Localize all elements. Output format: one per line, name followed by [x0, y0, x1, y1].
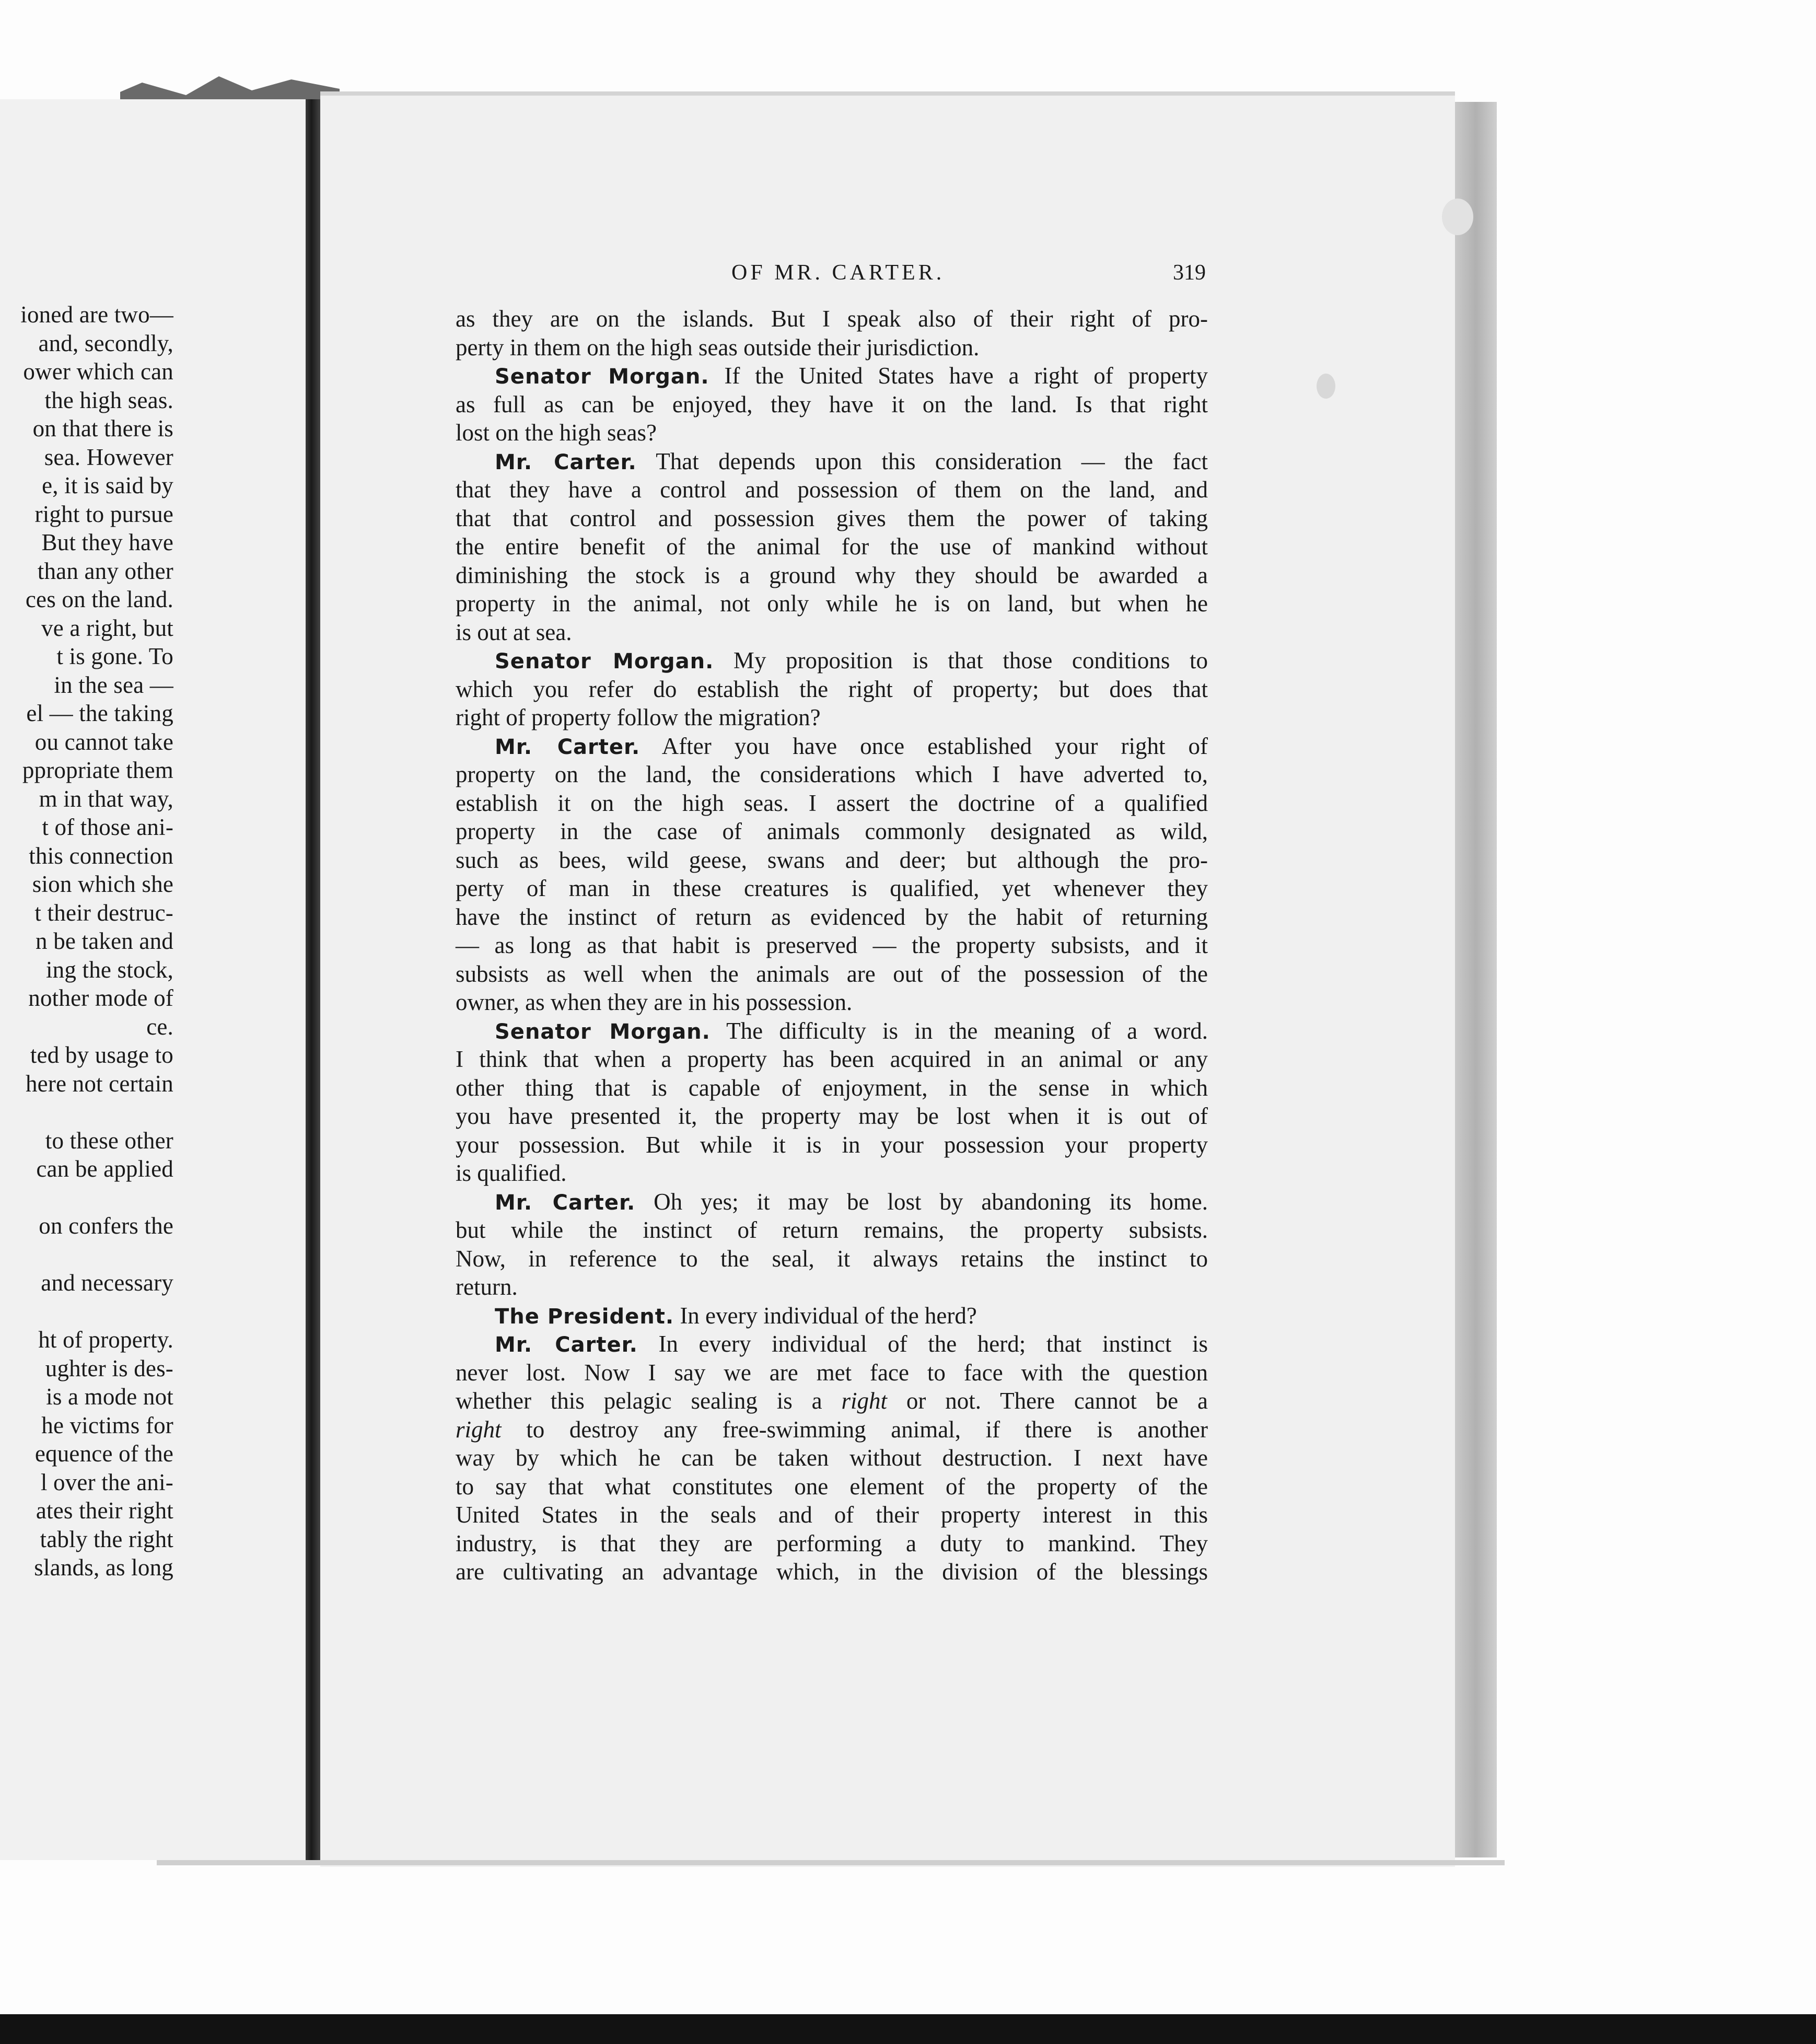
- left-page-line: this connection: [29, 842, 173, 869]
- left-page-text: [0, 300, 173, 1582]
- text-line: property on the land, the considerations which I have adverted to,: [456, 761, 1208, 787]
- dialogue-paragraph-start: Mr. Carter. In every individual of the herd; that instinct is: [495, 1331, 1208, 1357]
- left-page-line: ce.: [146, 1013, 173, 1040]
- left-page-line: el — the taking: [26, 700, 173, 726]
- left-page-line: ht of property.: [38, 1327, 173, 1353]
- text-line: that they have a control and possession of them on the land, and: [456, 477, 1208, 503]
- blank-line: [0, 1297, 173, 1326]
- speaker-name: Senator Morgan.: [495, 365, 709, 389]
- text-line: Now, in reference to the seal, it always retains the instinct to: [456, 1245, 1208, 1272]
- text-line: are cultivating an advantage which, in the division of the blessings: [456, 1559, 1208, 1585]
- left-page-line: n be taken and: [36, 928, 173, 954]
- left-page-line: t of those ani-: [42, 814, 173, 840]
- speaker-name: Senator Morgan.: [495, 649, 714, 673]
- page-stack-edge: [1455, 102, 1497, 1857]
- left-page-line: But they have: [41, 529, 173, 555]
- speaker-name: Mr. Carter.: [495, 1190, 636, 1215]
- left-page-line: ing the stock,: [45, 956, 173, 983]
- left-page-line: to these other: [45, 1127, 173, 1154]
- scan-bottom-border: [0, 2014, 1816, 2044]
- text-line: never lost. Now I say we are met face to face with the question: [456, 1359, 1208, 1386]
- left-page-line: ted by usage to: [30, 1042, 173, 1068]
- text-line: — as long as that habit is preserved — the property subsists, and it: [456, 932, 1208, 958]
- text-line: whether this pelagic sealing is a right or not. There cannot be a: [456, 1388, 1208, 1414]
- left-page-line: tably the right: [40, 1526, 173, 1552]
- left-page-line: is a mode not: [46, 1384, 173, 1410]
- left-page-line: in the sea —: [54, 671, 173, 698]
- text-line: property in the animal, not only while he is on land, but when he: [456, 590, 1208, 617]
- page-body-text: [456, 305, 1208, 1586]
- text-line: other thing that is capable of enjoyment, in the sense in which: [456, 1074, 1208, 1101]
- speaker-name: Senator Morgan.: [495, 1019, 711, 1044]
- left-page-line: and, secondly,: [38, 330, 173, 356]
- left-page-line: l over the ani-: [40, 1469, 173, 1495]
- left-page-line: on that there is: [32, 415, 173, 442]
- dialogue-paragraph-start: Senator Morgan. My proposition is that those conditions to: [495, 647, 1208, 673]
- left-page-line: and necessary: [41, 1270, 173, 1296]
- left-page-line: t their destruc-: [34, 899, 173, 926]
- speaker-name: Mr. Carter.: [495, 735, 641, 759]
- running-head: OF MR. CARTER.: [731, 261, 945, 285]
- speaker-name: Mr. Carter.: [495, 1333, 638, 1357]
- text-line: perty of man in these creatures is qualified, yet whenever they: [456, 875, 1208, 901]
- left-page-line: slands, as long: [34, 1554, 173, 1581]
- dialogue-paragraph-start: The President. In every individual of the herd?: [495, 1302, 977, 1329]
- scan-blemish: [1317, 374, 1335, 399]
- left-page-line: ioned are two—: [20, 301, 173, 328]
- speaker-name: The President.: [495, 1304, 674, 1329]
- text-line: as they are on the islands. But I speak also of their right of pro-: [456, 306, 1208, 332]
- dialogue-paragraph-start: Senator Morgan. The difficulty is in the meaning of a word.: [495, 1017, 1208, 1044]
- left-page-line: ou cannot take: [34, 728, 173, 755]
- text-line: your possession. But while it is in your possession your property: [456, 1131, 1208, 1158]
- speaker-name: Mr. Carter.: [495, 450, 637, 474]
- left-facing-page: [0, 99, 306, 1860]
- text-line: you have presented it, the property may be lost when it is out of: [456, 1103, 1208, 1129]
- book-spine: [306, 99, 320, 1865]
- left-page-line: than any other: [37, 558, 173, 584]
- text-line: right to destroy any free-swimming animal, if there is another: [456, 1416, 1208, 1443]
- page-number: 319: [1173, 261, 1206, 285]
- text-line: lost on the high seas?: [456, 420, 657, 446]
- text-line: the entire benefit of the animal for the use of mankind without: [456, 533, 1208, 560]
- left-page-line: equence of the: [34, 1441, 173, 1467]
- text-line: return.: [456, 1274, 518, 1300]
- text-line: diminishing the stock is a ground why they should be awarded a: [456, 562, 1208, 588]
- left-page-line: the high seas.: [44, 387, 173, 413]
- left-page-line: nother mode of: [28, 985, 173, 1011]
- dialogue-paragraph-start: Mr. Carter. Oh yes; it may be lost by abandoning its home.: [495, 1188, 1208, 1215]
- left-page-line: here not certain: [25, 1070, 173, 1097]
- left-page-line: ppropriate them: [22, 757, 173, 783]
- text-line: perty in them on the high seas outside their jurisdiction.: [456, 334, 980, 361]
- left-page-line: ces on the land.: [25, 586, 173, 612]
- text-line: right of property follow the migration?: [456, 704, 821, 730]
- page-bottom-edge: [157, 1860, 1505, 1865]
- text-line: United States in the seals and of their property interest in this: [456, 1502, 1208, 1528]
- text-line: way by which he can be taken without destruction. I next have: [456, 1445, 1208, 1471]
- scan-blemish: [1442, 199, 1473, 235]
- dialogue-paragraph-start: Mr. Carter. After you have once established your right of: [495, 733, 1208, 759]
- left-page-line: ve a right, but: [41, 614, 173, 641]
- italic-word: right: [456, 1416, 502, 1443]
- left-page-line: sion which she: [32, 871, 173, 897]
- text-line: have the instinct of return as evidenced by the habit of returning: [456, 903, 1208, 930]
- blank-line: [0, 1240, 173, 1269]
- left-page-line: t is gone. To: [56, 643, 173, 669]
- left-page-line: ower which can: [23, 358, 173, 385]
- left-page-line: can be applied: [36, 1156, 173, 1182]
- text-line: as full as can be enjoyed, they have it on the land. Is that right: [456, 391, 1208, 417]
- text-line: industry, is that they are performing a duty to mankind. They: [456, 1530, 1208, 1557]
- text-line: establish it on the high seas. I assert the doctrine of a qualified: [456, 789, 1208, 816]
- left-page-line: m in that way,: [39, 785, 173, 812]
- left-page-line: on confers the: [39, 1213, 173, 1239]
- text-line: such as bees, wild geese, swans and deer; but although the pro-: [456, 846, 1208, 873]
- text-line: which you refer do establish the right of property; but does that: [456, 676, 1208, 702]
- left-page-line: sea. However: [44, 444, 173, 470]
- blank-line: [0, 1098, 173, 1126]
- text-line: property in the case of animals commonly designated as wild,: [456, 818, 1208, 844]
- blank-line: [0, 1183, 173, 1212]
- left-page-line: he victims for: [41, 1412, 173, 1438]
- dialogue-paragraph-start: Mr. Carter. That depends upon this consideration — the fact: [495, 448, 1208, 474]
- dialogue-paragraph-start: Senator Morgan. If the United States have a right of property: [495, 363, 1208, 389]
- text-line: is out at sea.: [456, 619, 572, 645]
- text-line: is qualified.: [456, 1160, 567, 1186]
- left-page-line: right to pursue: [34, 501, 173, 527]
- left-page-line: e, it is said by: [42, 472, 173, 498]
- text-line: I think that when a property has been acquired in an animal or any: [456, 1046, 1208, 1072]
- text-line: owner, as when they are in his possession.: [456, 989, 853, 1015]
- left-page-line: ughter is des-: [45, 1355, 173, 1381]
- italic-word: right: [841, 1388, 888, 1414]
- text-line: but while the instinct of return remains, the property subsists.: [456, 1217, 1208, 1243]
- text-line: to say that what constitutes one element of the property of the: [456, 1473, 1208, 1500]
- text-line: subsists as well when the animals are out of the possession of the: [456, 960, 1208, 987]
- text-line: that that control and possession gives them the power of taking: [456, 505, 1208, 531]
- left-page-line: ates their right: [36, 1497, 173, 1524]
